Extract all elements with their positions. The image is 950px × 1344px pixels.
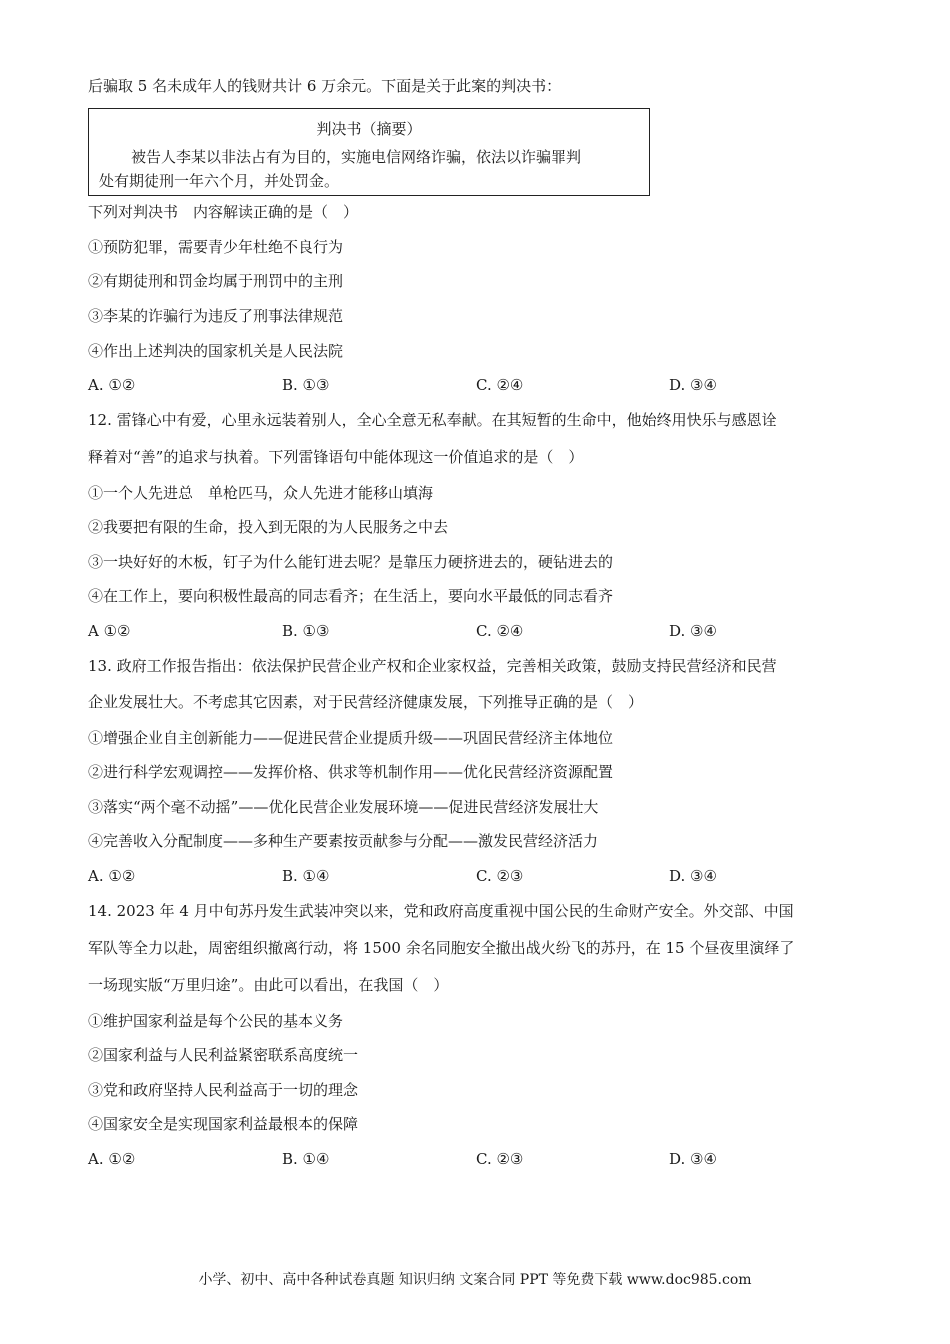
q11-statement-2: ②有期徒刑和罚金均属于刑罚中的主刑 <box>88 272 344 290</box>
judgment-box <box>88 108 650 196</box>
q14-option-c: C. ②③ <box>476 1150 524 1168</box>
q13-option-a: A. ①② <box>88 867 136 885</box>
q13-option-b: B. ①④ <box>282 867 330 885</box>
q13-stem-line-1: 13. 政府工作报告指出：依法保护民营企业产权和企业家权益，完善相关政策，鼓励支持民营经济和民营 <box>88 657 777 675</box>
q11-option-d: D. ③④ <box>669 376 717 394</box>
q12-statement-2: ②我要把有限的生命，投入到无限的为人民服务之中去 <box>88 518 449 536</box>
judgment-text-line-1: 被告人李某以非法占有为目的，实施电信网络诈骗，依法以诈骗罪判 <box>131 148 582 166</box>
q11-statement-3: ③李某的诈骗行为违反了刑事法律规范 <box>88 307 344 325</box>
q12-stem-line-2: 释着对“善”的追求与执着。下列雷锋语句中能体现这一价值追求的是（ ） <box>88 448 584 466</box>
q14-statement-3: ③党和政府坚持人民利益高于一切的理念 <box>88 1081 359 1099</box>
judgment-title: 判决书（摘要） <box>316 120 422 138</box>
q14-statement-4: ④国家安全是实现国家利益最根本的保障 <box>88 1115 359 1133</box>
page-footer: 小学、初中、高中各种试卷真题 知识归纳 文案合同 PPT 等免费下载 www.doc985.com <box>198 1272 752 1288</box>
q12-option-c: C. ②④ <box>476 622 524 640</box>
q14-option-a: A. ①② <box>88 1150 136 1168</box>
q11-stem: 下列对判决书 内容解读正确的是（ ） <box>88 203 359 221</box>
q14-stem-line-1: 14. 2023 年 4 月中旬苏丹发生武装冲突以来，党和政府高度重视中国公民的生命财产安全。外交部、中国 <box>88 902 794 920</box>
q13-option-d: D. ③④ <box>669 867 717 885</box>
q12-statement-4: ④在工作上，要向积极性最高的同志看齐；在生活上，要向水平最低的同志看齐 <box>88 587 614 605</box>
q14-option-b: B. ①④ <box>282 1150 330 1168</box>
q11-option-b: B. ①③ <box>282 376 330 394</box>
q13-statement-4: ④完善收入分配制度——多种生产要素按贡献参与分配——激发民营经济活力 <box>88 832 599 850</box>
q14-statement-1: ①维护国家利益是每个公民的基本义务 <box>88 1012 344 1030</box>
q13-stem-line-2: 企业发展壮大。不考虑其它因素，对于民营经济健康发展，下列推导正确的是（ ） <box>88 693 644 711</box>
q12-option-b: B. ①③ <box>282 622 330 640</box>
q12-statement-1: ①一个人先进总 单枪匹马，众人先进才能移山填海 <box>88 484 434 502</box>
q12-statement-3: ③一块好好的木板，钉子为什么能钉进去呢？是靠压力硬挤进去的，硬钻进去的 <box>88 553 614 571</box>
q14-option-d: D. ③④ <box>669 1150 717 1168</box>
q11-statement-4: ④作出上述判决的国家机关是人民法院 <box>88 342 344 360</box>
q14-stem-line-3: 一场现实版“万里归途”。由此可以看出，在我国（ ） <box>88 976 449 994</box>
q11-option-c: C. ②④ <box>476 376 524 394</box>
q13-statement-3: ③落实“两个毫不动摇”——优化民营企业发展环境——促进民营经济发展壮大 <box>88 798 599 816</box>
q13-statement-2: ②进行科学宏观调控——发挥价格、供求等机制作用——优化民营经济资源配置 <box>88 763 614 781</box>
q13-statement-1: ①增强企业自主创新能力——促进民营企业提质升级——巩固民营经济主体地位 <box>88 729 614 747</box>
q12-option-d: D. ③④ <box>669 622 717 640</box>
q11-statement-1: ①预防犯罪，需要青少年杜绝不良行为 <box>88 238 344 256</box>
q13-option-c: C. ②③ <box>476 867 524 885</box>
q12-stem-line-1: 12. 雷锋心中有爱，心里永远装着别人，全心全意无私奉献。在其短暂的生命中，他始终用快乐与感恩诠 <box>88 411 777 429</box>
q14-statement-2: ②国家利益与人民利益紧密联系高度统一 <box>88 1046 359 1064</box>
q12-option-a: A ①② <box>88 622 131 640</box>
intro-line: 后骗取 5 名未成年人的钱财共计 6 万余元。下面是关于此案的判决书： <box>88 77 562 95</box>
q14-stem-line-2: 军队等全力以赴，周密组织撤离行动，将 1500 余名同胞安全撤出战火纷飞的苏丹，在 15 个昼夜里演绎了 <box>88 939 795 957</box>
judgment-text-line-2: 处有期徒刑一年六个月，并处罚金。 <box>99 172 340 190</box>
q11-option-a: A. ①② <box>88 376 136 394</box>
